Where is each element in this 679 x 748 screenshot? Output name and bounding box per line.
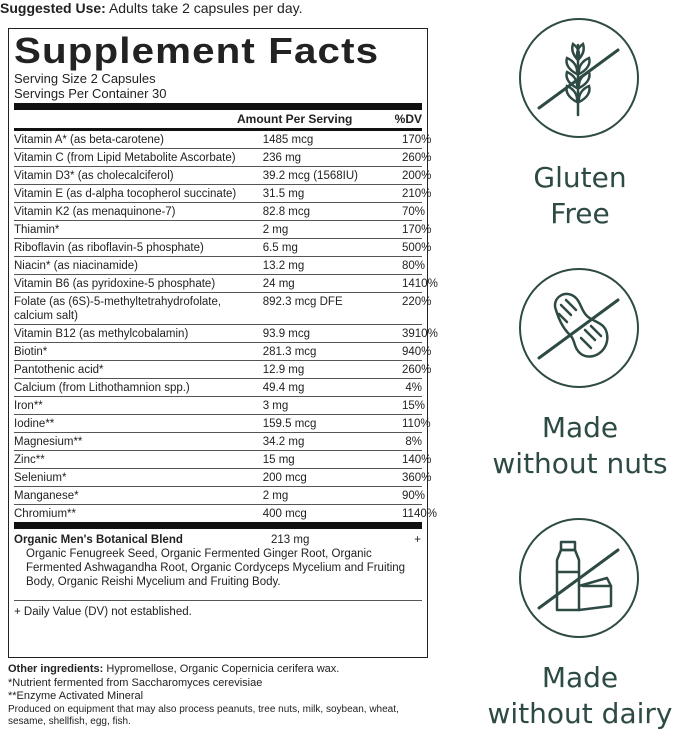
nutrient-note: *Nutrient fermented from Saccharomyces cerevisiae xyxy=(8,676,263,689)
nutrient-dv: 1140% xyxy=(402,508,437,520)
nutrient-row xyxy=(14,257,426,275)
blend-name: Organic Men's Botanical Blend xyxy=(14,534,183,546)
nutrient-amount: 892.3 mcg DFE xyxy=(262,296,343,308)
nutrient-amount: 1485 mcg xyxy=(262,134,314,146)
nutrient-name: Manganese* xyxy=(14,490,79,502)
badge-label: Made xyxy=(541,661,619,694)
nutrient-amount: 15 mg xyxy=(262,454,295,466)
nutrient-amount: 24 mg xyxy=(262,278,295,290)
nutrient-name: Iodine** xyxy=(14,418,55,430)
nutrient-name: Zinc** xyxy=(14,454,45,466)
nutrient-name: Riboflavin (as riboflavin-5 phosphate) xyxy=(14,242,204,254)
nutrient-dv: 70% xyxy=(402,206,426,218)
nutrient-row xyxy=(14,415,431,433)
column-header xyxy=(14,110,422,131)
nutrient-name: Vitamin C (from Lipid Metabolite Ascorbate) xyxy=(14,152,236,164)
nutrient-row xyxy=(14,397,426,415)
nutrient-row xyxy=(14,239,432,257)
other-ingredients-text: Hypromellose, Organic Copernicia cerifera wax. xyxy=(106,663,340,675)
nutrient-name: Thiamin* xyxy=(14,224,60,236)
nutrient-row xyxy=(14,379,422,397)
nutrient-dv: 4% xyxy=(405,382,422,394)
badge-label: Gluten xyxy=(533,161,627,194)
nutrient-amount: 82.8 mcg xyxy=(262,206,311,218)
servings-per-container: Servings Per Container 30 xyxy=(14,86,167,101)
serving-size: Serving Size 2 Capsules xyxy=(14,71,156,86)
nutrient-row xyxy=(14,487,426,505)
badge-label: without nuts xyxy=(492,447,668,480)
badge-label: without dairy xyxy=(487,697,673,730)
nutrient-name: Calcium (from Lithothamnion spp.) xyxy=(14,382,190,394)
nutrient-amount: 6.5 mg xyxy=(262,242,298,254)
nutrient-name: Magnesium** xyxy=(14,436,83,448)
nutrient-dv: 170% xyxy=(402,134,432,146)
nutrient-amount: 93.9 mcg xyxy=(262,328,311,340)
suggested-use-text: Adults take 2 capsules per day. xyxy=(108,0,303,16)
nutrient-dv: 210% xyxy=(402,188,432,200)
nutrient-row xyxy=(14,469,432,487)
nutrient-amount: 2 mg xyxy=(262,490,289,502)
nutrient-dv: 260% xyxy=(402,152,432,164)
nutrient-name: Iron** xyxy=(14,400,43,412)
nutrient-dv: 80% xyxy=(402,260,426,272)
nutrient-name: Biotin* xyxy=(14,346,48,358)
divider-bar xyxy=(14,522,422,529)
peanut-crossed-icon xyxy=(519,268,639,388)
amount-header: Amount Per Serving xyxy=(237,112,353,126)
nutrient-dv: 170% xyxy=(402,224,432,236)
nutrient-name: Folate (as (6S)-5-methyltetrahydrofolate, calcium salt) xyxy=(14,296,222,322)
nutrient-row xyxy=(14,505,437,522)
nutrient-row xyxy=(14,167,432,185)
nutrient-dv: 200% xyxy=(402,170,432,182)
nutrient-row xyxy=(14,131,432,149)
wheat-crossed-icon xyxy=(519,18,639,138)
blend-dv: + xyxy=(414,534,421,546)
dv-header: %DV xyxy=(394,112,422,126)
nutrient-amount: 39.2 mcg (1568IU) xyxy=(262,170,358,182)
nutrient-dv: 220% xyxy=(402,296,432,308)
nutrient-amount: 159.5 mcg xyxy=(262,418,317,430)
nutrient-name: Niacin* (as niacinamide) xyxy=(14,260,138,272)
nutrient-dv: 3910% xyxy=(402,328,438,340)
suggested-use xyxy=(0,0,302,16)
blend-amount: 213 mg xyxy=(271,534,310,546)
nutrient-name: Selenium* xyxy=(14,472,67,484)
nutrient-name: Vitamin E (as d-alpha tocopherol succinate) xyxy=(14,188,237,200)
nutrient-dv: 15% xyxy=(402,400,426,412)
blend-description: Organic Fenugreek Seed, Organic Fermented Ginger Root, Organic Fermented Ashwagandha Root, Organic Cordyceps Mycelium and Fruiting Body, Organic Reishi Mycelium and Fruiting Body. xyxy=(26,548,406,588)
divider-bar xyxy=(14,103,422,110)
nutrient-name: Chromium** xyxy=(14,508,76,520)
dairy-crossed-icon xyxy=(519,518,639,638)
nutrient-row xyxy=(14,275,438,293)
nutrient-row xyxy=(14,149,432,167)
nutrient-list xyxy=(14,131,438,522)
nutrient-row xyxy=(14,325,438,343)
allergen-statement: Produced on equipment that may also process peanuts, tree nuts, milk, soybean, wheat, sesame, shellfish, egg, fish. xyxy=(8,703,399,727)
nutrient-name: Vitamin K2 (as menaquinone-7) xyxy=(14,206,176,218)
nutrient-amount: 200 mcg xyxy=(262,472,307,484)
nutrient-dv: 940% xyxy=(402,346,432,358)
nutrient-dv: 90% xyxy=(402,490,426,502)
nutrient-row xyxy=(14,361,432,379)
mineral-note: **Enzyme Activated Mineral xyxy=(8,690,144,702)
nutrient-amount: 3 mg xyxy=(262,400,289,412)
nutrient-name: Vitamin A* (as beta-carotene) xyxy=(14,134,165,146)
badge-label: Free xyxy=(550,197,610,230)
other-ingredients-label: Other ingredients: xyxy=(8,663,104,675)
nutrient-amount: 236 mg xyxy=(262,152,302,164)
nutrient-row xyxy=(14,343,432,361)
botanical-blend xyxy=(14,529,422,589)
nutrient-amount: 400 mcg xyxy=(262,508,307,520)
nutrient-dv: 140% xyxy=(402,454,432,466)
nutrient-dv: 500% xyxy=(402,242,432,254)
nutrient-row xyxy=(14,433,422,451)
nutrient-amount: 2 mg xyxy=(262,224,289,236)
nutrient-name: Pantothenic acid* xyxy=(14,364,104,376)
suggested-use-label: Suggested Use: xyxy=(0,0,106,16)
nutrient-row xyxy=(14,293,432,325)
nutrient-row xyxy=(14,203,426,221)
nutrient-name: Vitamin D3* (as cholecalciferol) xyxy=(14,170,174,182)
facts-title: Supplement Facts xyxy=(14,30,380,71)
nutrient-amount: 49.4 mg xyxy=(262,382,305,394)
nutrient-dv: 1410% xyxy=(402,278,438,290)
nutrient-dv: 8% xyxy=(405,436,422,448)
nutrient-amount: 31.5 mg xyxy=(262,188,305,200)
nutrient-amount: 13.2 mg xyxy=(262,260,305,272)
dv-footnote: + Daily Value (DV) not established. xyxy=(14,606,192,618)
nutrient-name: Vitamin B6 (as pyridoxine-5 phosphate) xyxy=(14,278,216,290)
nutrient-amount: 12.9 mg xyxy=(262,364,305,376)
supplement-facts-panel xyxy=(8,28,438,658)
badge-label: Made xyxy=(541,411,619,444)
nutrient-dv: 260% xyxy=(402,364,432,376)
nutrient-amount: 281.3 mcg xyxy=(262,346,317,358)
nutrient-dv: 360% xyxy=(402,472,432,484)
nutrient-dv: 110% xyxy=(402,418,431,430)
nutrient-name: Vitamin B12 (as methylcobalamin) xyxy=(14,328,189,340)
nutrient-row xyxy=(14,221,432,239)
nutrient-row xyxy=(14,185,432,203)
nutrient-row xyxy=(14,451,432,469)
nutrient-amount: 34.2 mg xyxy=(262,436,305,448)
other-ingredients xyxy=(8,663,428,728)
